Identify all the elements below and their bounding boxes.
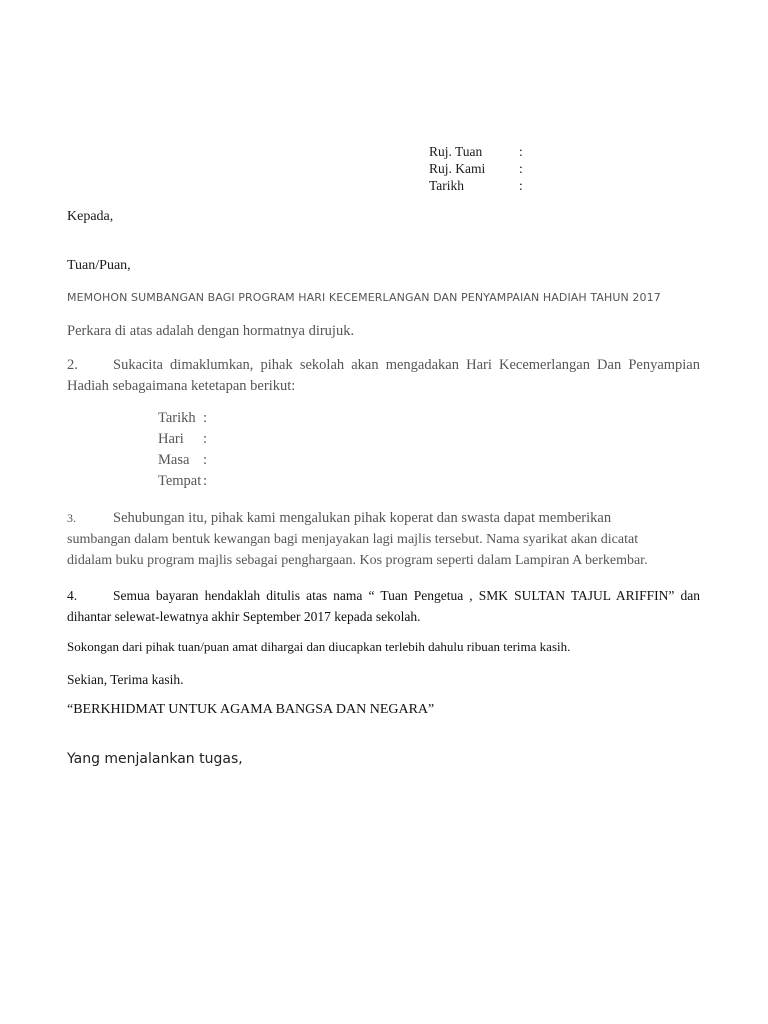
- paragraph-4-line2: dihantar selewat-lewatnya akhir September 2017 kepada sekolah.: [67, 609, 421, 624]
- paragraph-3-text1: Sehubungan itu, pihak kami mengalukan pihak koperat dan swasta dapat memberikan: [113, 510, 612, 526]
- ref-ruj-kami: [429, 160, 523, 177]
- closing-line: Sekian, Terima kasih.: [67, 672, 184, 687]
- paragraph-2: [67, 355, 700, 397]
- intro-paragraph: Perkara di atas adalah dengan hormatnya dirujuk.: [67, 323, 355, 339]
- subject-line: MEMOHON SUMBANGAN BAGI PROGRAM HARI KECEMERLANGAN DAN PENYAMPAIAN HADIAH TAHUN 2017: [67, 291, 661, 304]
- recipient-label: Kepada,: [67, 209, 114, 224]
- paragraph-2-line2: Hadiah sebagaimana ketetapan berikut:: [67, 378, 296, 394]
- paragraph-4-line1: [67, 585, 700, 606]
- ref-tarikh-label: Tarikh: [429, 178, 465, 193]
- detail-masa-sep: :: [203, 452, 208, 468]
- paragraph-3: [67, 508, 700, 571]
- signoff: Yang menjalankan tugas,: [67, 751, 243, 767]
- paragraph-2-number: 2.: [67, 357, 78, 373]
- detail-tempat-sep: :: [203, 473, 208, 489]
- ref-ruj-kami-label: Ruj. Kami: [429, 161, 486, 176]
- paragraph-4-text1: Semua bayaran hendaklah ditulis atas nama “ Tuan Pengetua , SMK SULTAN TAJUL ARIFFIN” dan: [113, 588, 700, 603]
- paragraph-4-number: 4.: [67, 588, 78, 603]
- paragraph-3-line2: sumbangan dalam bentuk kewangan bagi menjayakan lagi majlis tersebut. Nama syarikat akan dicatat: [67, 532, 639, 547]
- ref-ruj-kami-colon: :: [519, 161, 523, 176]
- detail-masa: [158, 452, 207, 469]
- paragraph-3-line3: didalam buku program majlis sebagai penghargaan. Kos program seperti dalam Lampiran A berkembar.: [67, 553, 648, 568]
- detail-masa-label: Masa: [158, 452, 190, 468]
- detail-tempat-label: Tempat: [158, 473, 202, 489]
- motto: “BERKHIDMAT UNTUK AGAMA BANGSA DAN NEGARA”: [67, 702, 435, 717]
- detail-tarikh: [158, 410, 207, 427]
- detail-tempat: [158, 473, 207, 490]
- detail-hari-sep: :: [203, 431, 208, 447]
- ref-ruj-tuan: [429, 143, 523, 160]
- detail-hari: [158, 431, 207, 448]
- thanks-paragraph: Sokongan dari pihak tuan/puan amat dihargai dan diucapkan terlebih dahulu ribuan terima kasih.: [67, 639, 571, 654]
- detail-hari-label: Hari: [158, 431, 184, 447]
- paragraph-4: [67, 585, 700, 627]
- salutation: Tuan/Puan,: [67, 258, 131, 273]
- ref-tarikh-colon: :: [519, 178, 523, 193]
- paragraph-2-line1: [67, 355, 700, 376]
- paragraph-2-text1: Sukacita dimaklumkan, pihak sekolah akan mengadakan Hari Kecemerlangan Dan Penyampian: [113, 357, 700, 373]
- detail-tarikh-sep: :: [203, 410, 208, 426]
- ref-tarikh: [429, 177, 523, 194]
- paragraph-3-line1: [67, 508, 700, 529]
- detail-tarikh-label: Tarikh: [158, 410, 196, 426]
- ref-ruj-tuan-label: Ruj. Tuan: [429, 144, 483, 159]
- ref-ruj-tuan-colon: :: [519, 144, 523, 159]
- paragraph-3-number: 3.: [67, 511, 76, 525]
